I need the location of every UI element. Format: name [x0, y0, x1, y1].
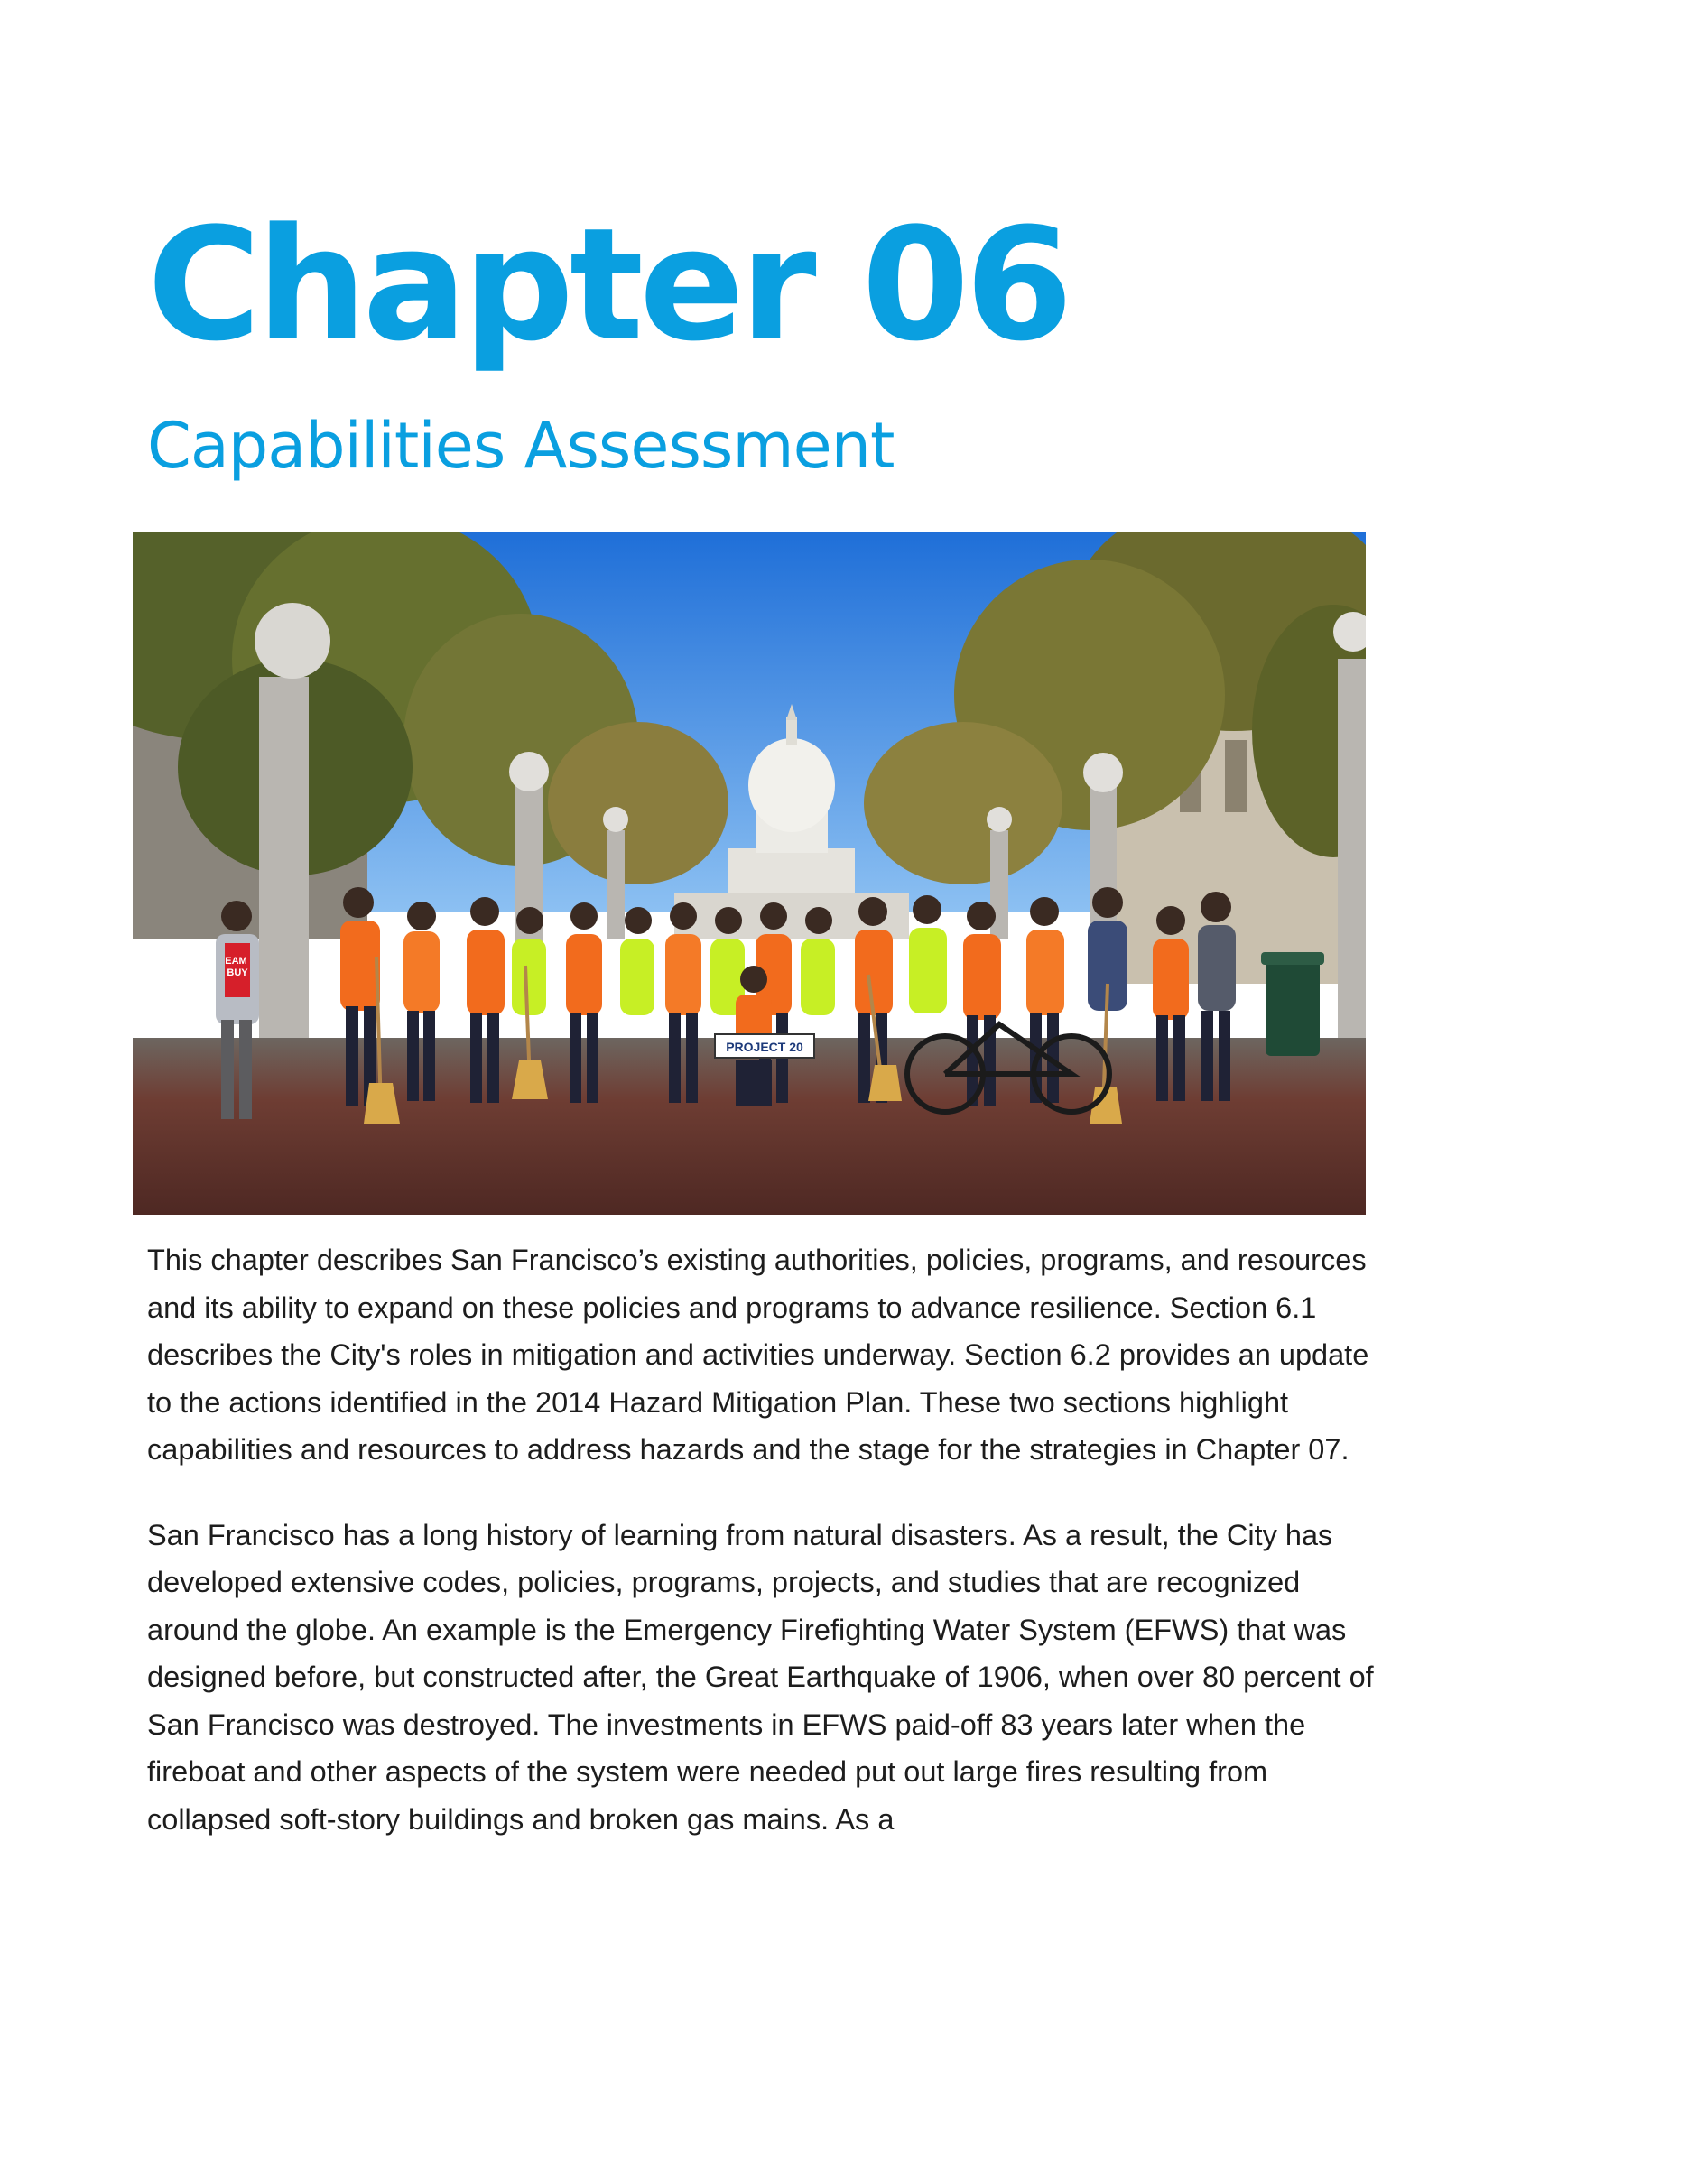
banner-text: PROJECT 20	[726, 1040, 803, 1054]
paragraph-intro: This chapter describes San Francisco’s existing authorities, policies, programs, and resources and its ability to expand on these policies and programs to advance resilience. Section 6.1 describes the City's roles in mitigation and activities underway. Section 6.2 provides an update to the actions identified in the 2014 Hazard Mitigation Plan. These two sections highlight capabilities and resources to address hazards and the stage for the strategies in Chapter 07.	[147, 1244, 1369, 1466]
chapter-subtitle: Capabilities Assessment	[147, 409, 895, 483]
chapter-title: Chapter 06	[147, 194, 1069, 375]
trash-can	[1261, 952, 1324, 1056]
volunteer-group-photo	[133, 532, 1366, 1215]
paragraph-history: San Francisco has a long history of learning from natural disasters. As a result, the City has developed extensive codes, policies, programs, projects, and studies that are recognized around the globe. An example is the Emergency Firefighting Water System (EFWS) that was designed before, but constructed after, the Great Earthquake of 1906, when over 80 percent of San Francisco was destroyed. The investments in EFWS paid-off 83 years later when the fireboat and other aspects of the system were needed put out large fires resulting from collapsed soft-story buildings and broken gas mains. As a	[147, 1518, 1374, 1836]
body-text	[147, 1236, 1393, 1881]
shirt-text: EAM BUY	[225, 956, 248, 978]
